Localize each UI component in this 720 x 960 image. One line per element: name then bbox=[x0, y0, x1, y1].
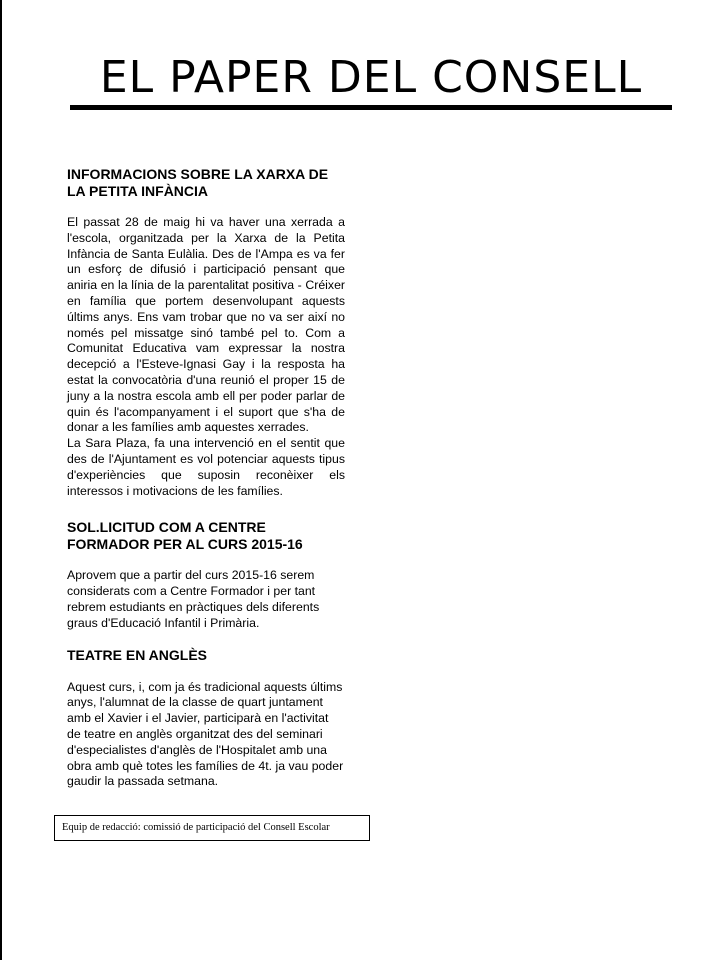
section-heading-xarxa: INFORMACIONS SOBRE LA XARXA DE LA PETITA INFÀNCIA bbox=[67, 166, 329, 199]
section-xarxa-paragraph-2: La Sara Plaza, fa una intervenció en el sentit que des de l'Ajuntament es vol potenciar aquests tipus d'experiències que suposin reconèixer els interessos i motivacions de les famílies. bbox=[67, 436, 345, 498]
section-teatre-paragraph: Aquest curs, i, com ja és tradicional aquests últims anys, l'alumnat de la classe de quart juntament amb el Xavier i el Javier, participarà en l'activitat de teatre en anglès organitzat des del seminari d'especialistes d'anglès de l'Hospitalet amb una obra amb què totes les famílies de 4t. ja vau poder gaudir la passada setmana. bbox=[67, 679, 344, 789]
editorial-credits-box: Equip de redacció: comissió de participació del Consell Escolar bbox=[54, 815, 370, 841]
section-heading-teatre: TEATRE EN ANGLÈS bbox=[67, 646, 208, 663]
newsletter-title: EL PAPER DEL CONSELL bbox=[99, 52, 643, 103]
section-xarxa-paragraph-1: El passat 28 de maig hi va haver una xerrada a l'escola, organitzada per la Xarxa de la Petita Infància de Santa Eulàlia. Des de l'Ampa es va fer un esforç de difusió i participació pensant que aniria en la línia de la parentalitat positiva - Créixer en família que portem desenvolupant aquests últims anys. Ens vam trobar que no va ser així no només pel missatge sinó també pel to. Com a Comunitat Educativa vam expressar la nostra decepció a l'Esteve-Ignasi Gay i la resposta ha estat la convocatòria d'una reunió el proper 15 de juny a la nostra escola amb ell per poder parlar de quin és l'acompanyament i el suport que s'ha de donar a les famílies amb aquestes xerrades. bbox=[67, 215, 345, 435]
section-centre-formador-paragraph: Aprovem que a partir del curs 2015-16 serem considerats com a Centre Formador i per tant rebrem estudiants en pràctiques dels diferents graus d'Educació Infantil i Primària. bbox=[67, 568, 320, 630]
section-heading-centre-formador: SOL.LICITUD COM A CENTRE FORMADOR PER AL CURS 2015-16 bbox=[67, 519, 303, 553]
title-underline bbox=[70, 105, 672, 110]
article-column bbox=[67, 166, 345, 790]
page-left-border bbox=[0, 0, 2, 960]
